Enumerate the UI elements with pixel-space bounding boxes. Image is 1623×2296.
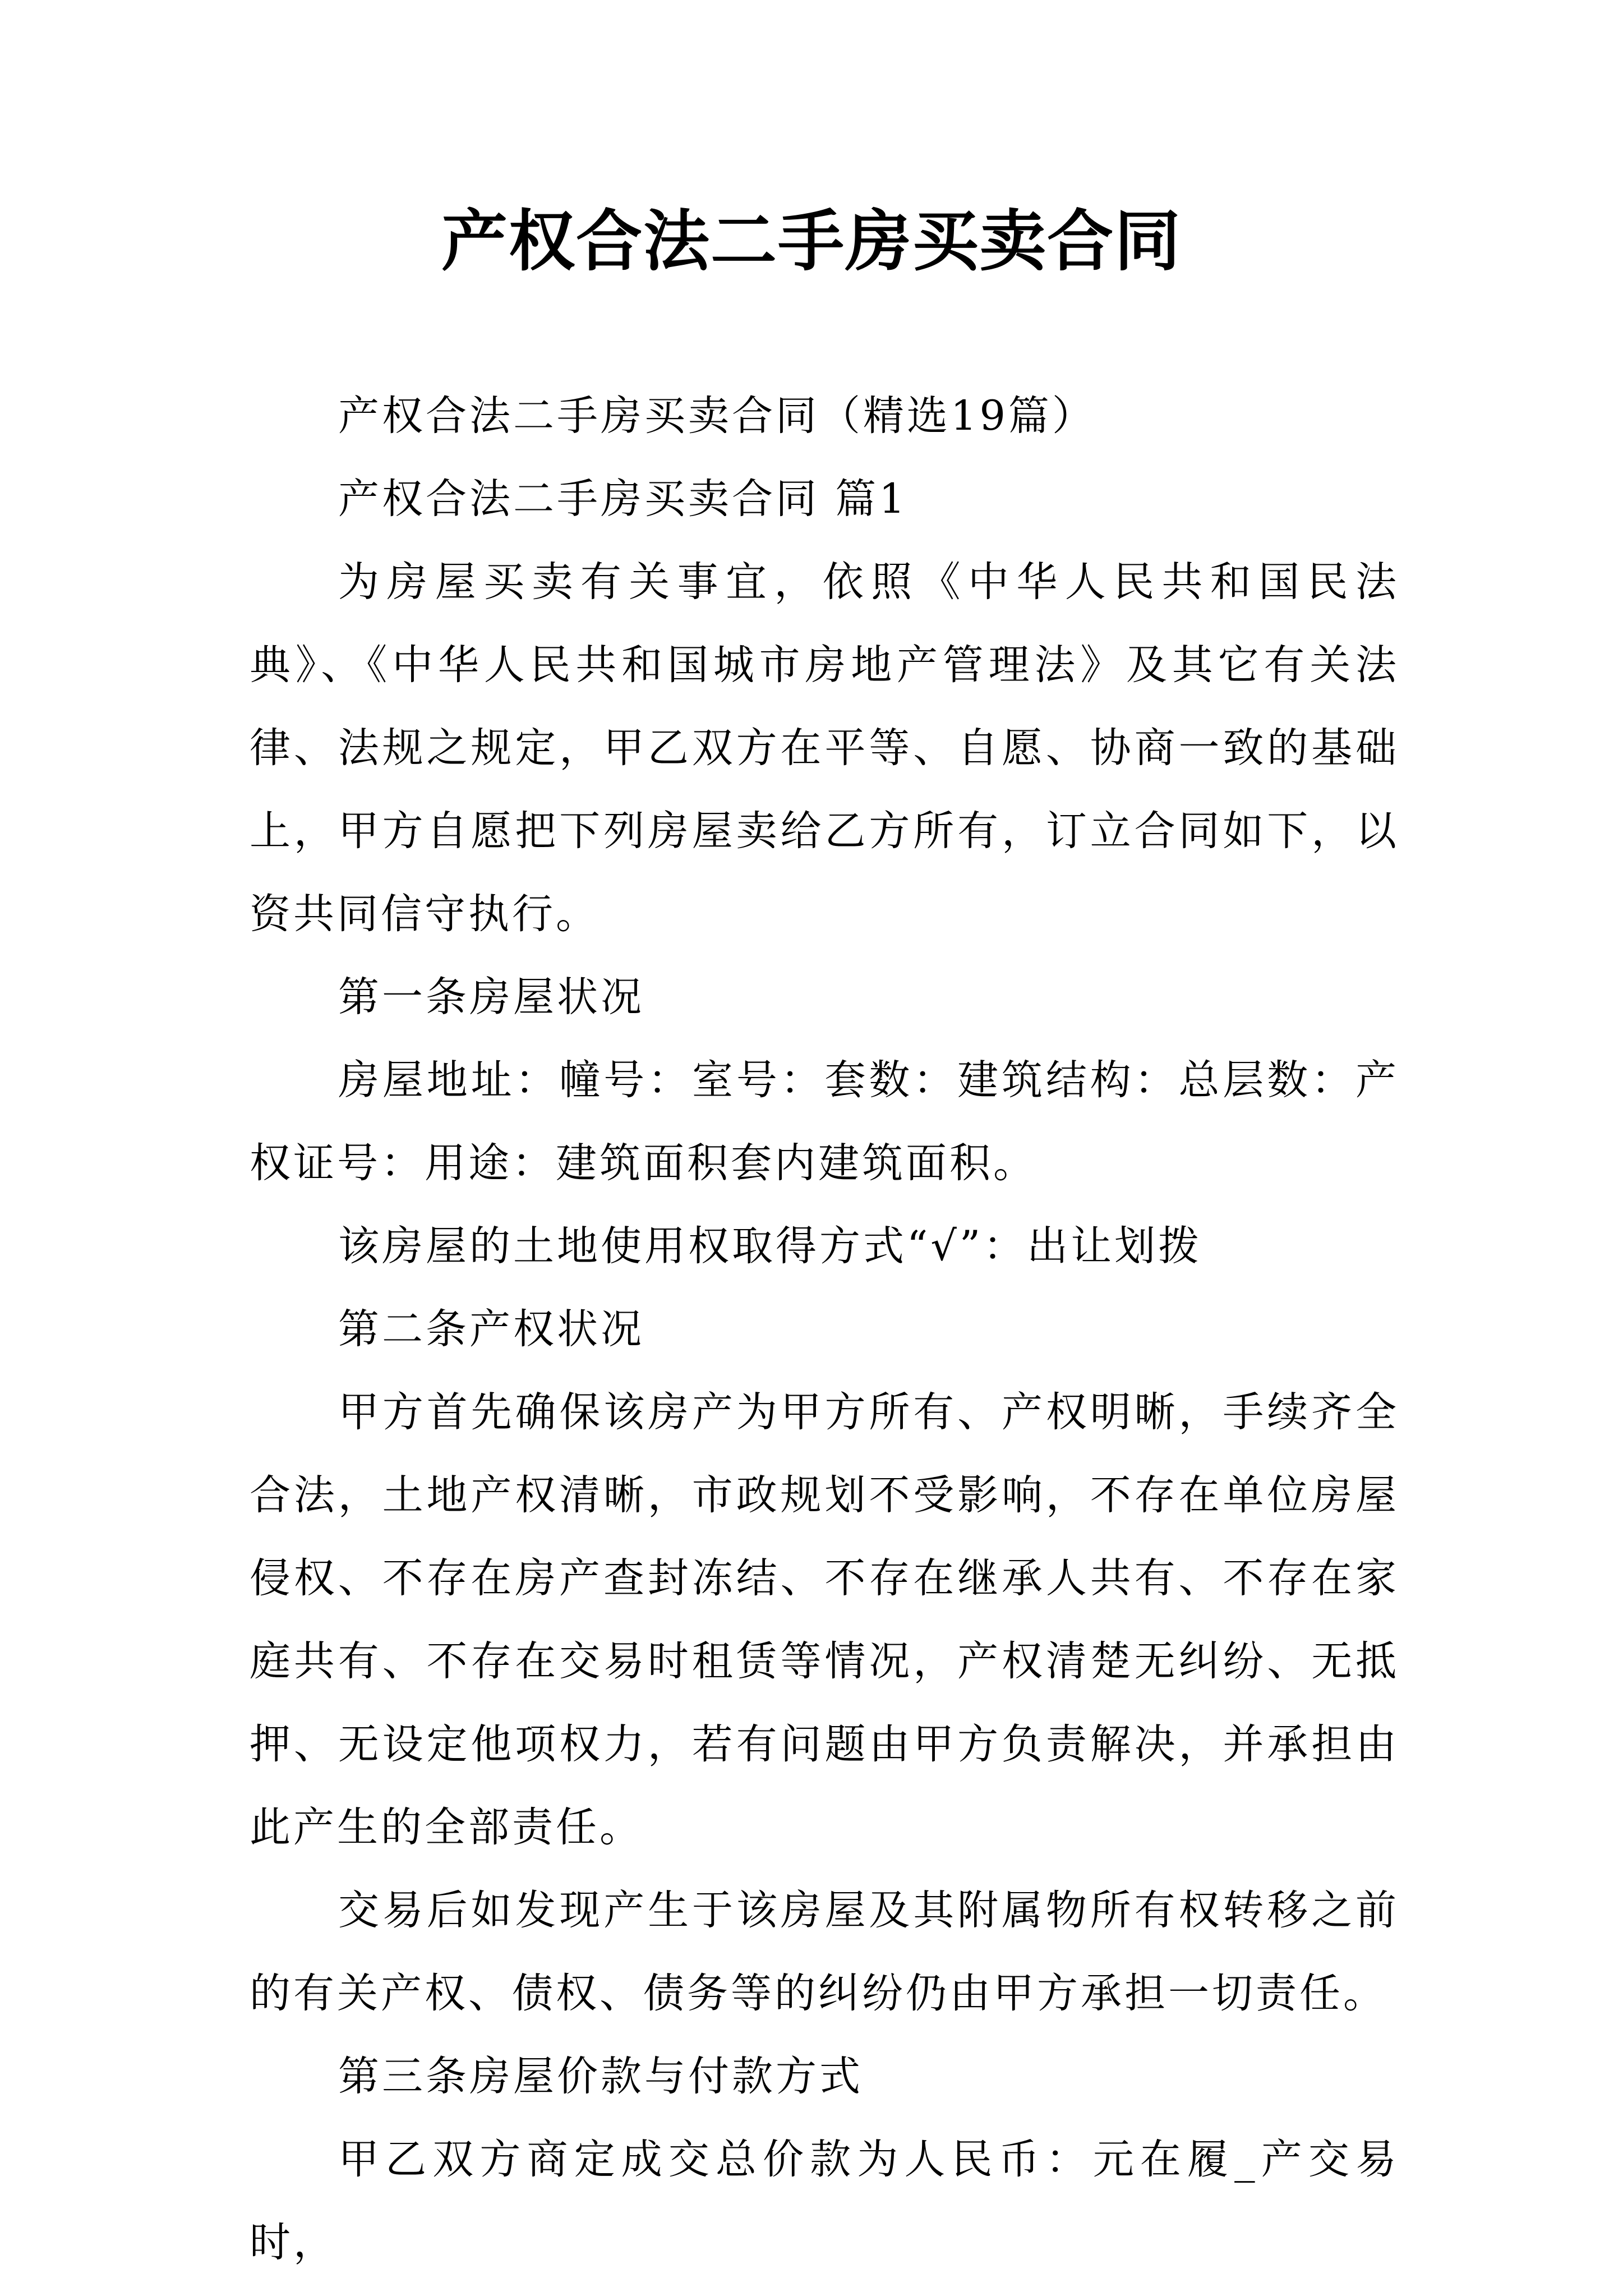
section-heading-part-1: 产权合法二手房买卖合同 篇1 (338, 475, 908, 523)
ownership-guarantee-paragraph: 甲方首先确保该房产为甲方所有、产权明晰，手续齐全合法，土地产权清晰，市政规划不受影响，不存在单位房屋侵权、不存在房产查封冻结、不存在继承人共有、不存在家庭共有、不存在交易时租赁等情况，产权清楚无纠纷、无抵押、无设定他项权力，若有问题由甲方负责解决，并承担由此产生的全部责任。 (250, 1388, 1399, 1851)
intro-paragraph: 为房屋买卖有关事宜，依照《中华人民共和国民法典》、《中华人民共和国城市房地产管理法》及其它有关法律、法规之规定，甲乙双方在平等、自愿、协商一致的基础上，甲方自愿把下列房屋卖给乙方所有，订立合同如下，以资共同信守执行。 (250, 558, 1399, 938)
price-paragraph: 甲乙双方商定成交总价款为人民币：元在履_产交易时， (250, 2136, 1399, 2266)
land-use-paragraph: 该房屋的土地使用权取得方式“√”：出让划拨 (338, 1222, 1202, 1270)
property-details-paragraph: 房屋地址：幢号：室号：套数：建筑结构：总层数：产权证号：用途：建筑面积套内建筑面积。 (250, 1056, 1399, 1187)
article-1-heading: 第一条房屋状况 (338, 973, 644, 1021)
article-2-heading: 第二条产权状况 (338, 1305, 644, 1353)
post-transaction-liability-paragraph: 交易后如发现产生于该房屋及其附属物所有权转移之前的有关产权、债权、债务等的纠纷仍由甲方承担一切责任。 (250, 1887, 1399, 2017)
document-body (250, 375, 1399, 2284)
article-3-heading: 第三条房屋价款与付款方式 (338, 2053, 863, 2100)
document-title: 产权合法二手房买卖合同 (441, 202, 1182, 280)
subtitle-paragraph: 产权合法二手房买卖合同（精选19篇） (338, 392, 1096, 440)
